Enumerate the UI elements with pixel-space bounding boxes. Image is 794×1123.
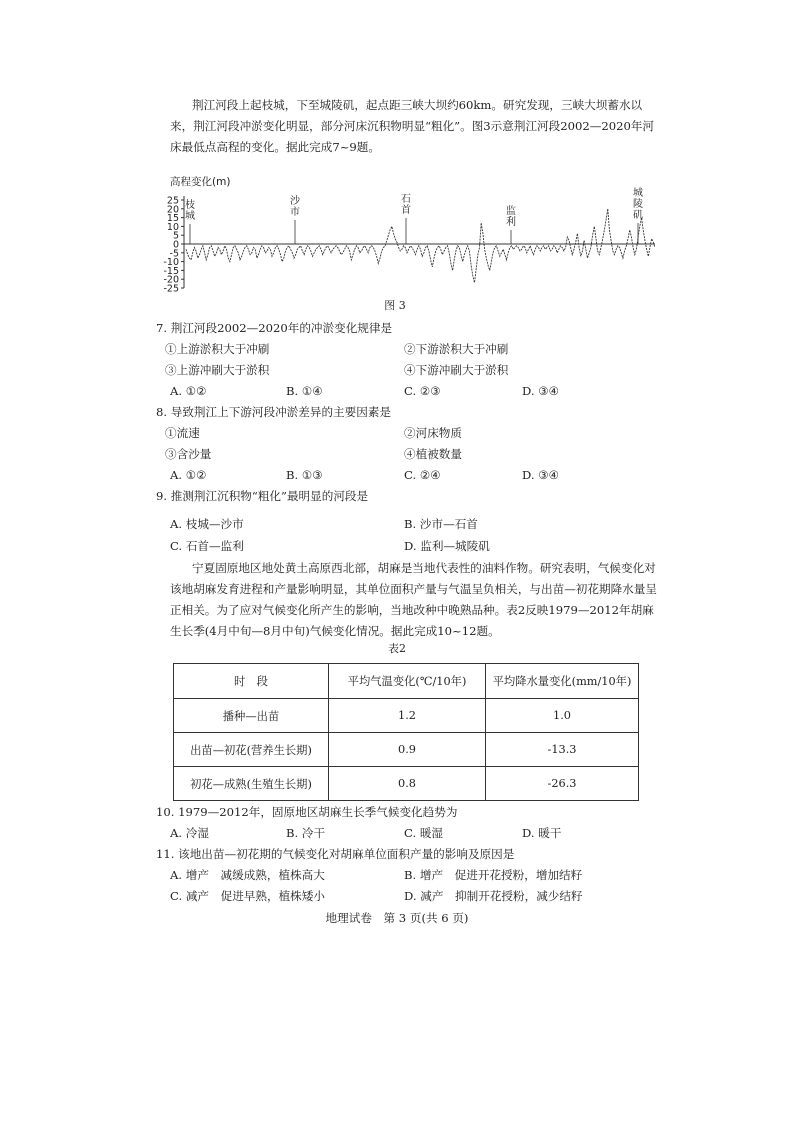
y-tick-label: 5 <box>172 230 179 242</box>
y-tick-label: -25 <box>163 283 179 295</box>
q8-option-1: ①流速 <box>165 426 200 440</box>
table-header: 时 段 <box>174 664 329 699</box>
q10-stem: 10. 1979—2012年，固原地区胡麻生长季气候变化趋势为 <box>156 805 458 819</box>
table-cell: 1.2 <box>329 699 486 733</box>
q8-choice-b[interactable]: B. ①③ <box>286 468 323 482</box>
q7-option-4: ④下游冲刷大于淤积 <box>404 363 509 377</box>
y-axis-label: 高程变化(m) <box>170 176 231 188</box>
y-tick-label: 15 <box>166 213 179 225</box>
q9-choice-a[interactable]: A. 枝城—沙市 <box>170 517 244 531</box>
table-header: 平均气温变化(℃/10年) <box>329 664 486 699</box>
table-cell: 播种—出苗 <box>174 699 329 733</box>
y-tick-label: 0 <box>172 239 179 251</box>
table-cell: 0.9 <box>329 733 486 767</box>
q7-choice-c[interactable]: C. ②③ <box>404 384 441 398</box>
y-tick-label: -20 <box>163 274 179 286</box>
passage-jingjiang: 荆江河段上起枝城，下至城陵矶，起点距三峡大坝约60km。研究发现，三峡大坝蓄水以来，荆江河段冲淤变化明显，部分河床沉积物明显“粗化”。图3示意荆江河段2002—2020年河床最低点高程的变化。据此完成7~9题。 <box>170 98 655 154</box>
q8-option-4: ④植被数量 <box>404 447 462 461</box>
station-label-5: 陵 <box>633 199 643 210</box>
table-cell: -26.3 <box>486 767 639 801</box>
q8-stem: 8. 导致荆江上下游河段冲淤差异的主要因素是 <box>156 405 392 419</box>
table-cell: 0.8 <box>329 767 486 801</box>
q8-option-3: ③含沙量 <box>165 447 212 461</box>
q7-option-2: ②下游淤积大于冲刷 <box>404 342 509 356</box>
table-cell: 初花—成熟(生殖生长期) <box>174 767 329 801</box>
q8-choice-a[interactable]: A. ①② <box>170 468 207 482</box>
table-row <box>174 733 639 767</box>
q10-choice-c[interactable]: C. 暖湿 <box>404 826 444 840</box>
station-label-4: 监 <box>506 206 516 217</box>
q7-choice-d[interactable]: D. ③④ <box>522 384 560 398</box>
q8-choice-d[interactable]: D. ③④ <box>522 468 560 482</box>
station-label-2: 市 <box>290 207 300 218</box>
table-row <box>174 699 639 733</box>
q7-choice-b[interactable]: B. ①④ <box>286 384 323 398</box>
q10-choice-d[interactable]: D. 暖干 <box>522 826 562 840</box>
station-label-4: 利 <box>506 217 516 228</box>
station-label-3: 石 <box>401 194 411 205</box>
table-header: 平均降水量变化(mm/10年) <box>486 664 639 699</box>
y-tick-label: -15 <box>163 265 179 277</box>
q9-choice-b[interactable]: B. 沙市—石首 <box>404 517 478 531</box>
station-label-1: 城 <box>185 211 195 222</box>
elevation-change-chart <box>150 172 670 300</box>
elevation-change-series <box>186 209 655 283</box>
y-tick-label: -10 <box>163 257 179 269</box>
station-label-5: 矶 <box>633 210 643 221</box>
q9-choice-c[interactable]: C. 石首—监利 <box>170 539 244 553</box>
q8-option-2: ②河床物质 <box>404 426 462 440</box>
table-caption: 表2 <box>388 642 406 655</box>
y-tick-label: -5 <box>169 248 179 260</box>
q10-choice-b[interactable]: B. 冷干 <box>286 826 326 840</box>
q7-option-1: ①上游淤积大于冲刷 <box>165 342 270 356</box>
q11-choice-b[interactable]: B. 增产 促进开花授粉，增加结籽 <box>404 868 583 882</box>
q9-stem: 9. 推测荆江沉积物“粗化”最明显的河段是 <box>156 489 369 503</box>
passage-guyuan: 宁夏固原地区地处黄土高原西北部，胡麻是当地代表性的油料作物。研究表明，气候变化对该地胡麻发育进程和产量影响明显，其单位面积产量与气温呈负相关，与出苗—初花期降水量呈正相关。为了应对气候变化所产生的影响，当地改种中晚熟品种。表2反映1979—2012年胡麻生长季(4月中旬—8月中旬)气候变化情况。据此完成10~12题。 <box>170 561 657 638</box>
q8-choice-c[interactable]: C. ②④ <box>404 468 441 482</box>
chart-svg <box>150 172 670 300</box>
q7-option-3: ③上游冲刷大于淤积 <box>165 363 270 377</box>
q9-choice-d[interactable]: D. 监利—城陵矶 <box>404 539 490 553</box>
y-tick-label: 25 <box>166 195 179 207</box>
table-row <box>174 767 639 801</box>
figure-caption: 图 3 <box>384 299 406 312</box>
q11-stem: 11. 该地出苗—初花期的气候变化对胡麻单位面积产量的影响及原因是 <box>156 847 515 861</box>
station-label-3: 首 <box>401 205 411 216</box>
y-tick-label: 10 <box>166 221 179 233</box>
q11-choice-c[interactable]: C. 减产 促进早熟，植株矮小 <box>170 889 325 903</box>
y-tick-label: 20 <box>166 204 179 216</box>
q10-choice-a[interactable]: A. 冷湿 <box>170 826 209 840</box>
table-cell: 出苗—初花(营养生长期) <box>174 733 329 767</box>
table-cell: 1.0 <box>486 699 639 733</box>
station-label-5: 城 <box>633 188 643 199</box>
q11-choice-a[interactable]: A. 增产 减缓成熟，植株高大 <box>170 868 325 882</box>
climate-change-table <box>173 663 639 801</box>
station-label-1: 枝 <box>185 200 195 211</box>
page-footer: 地理试卷 第 3 页(共 6 页) <box>325 911 469 925</box>
station-label-2: 沙 <box>290 196 300 207</box>
q7-choice-a[interactable]: A. ①② <box>170 384 207 398</box>
table-cell: -13.3 <box>486 733 639 767</box>
q11-choice-d[interactable]: D. 减产 抑制开花授粉，减少结籽 <box>404 889 583 903</box>
q7-stem: 7. 荆江河段2002—2020年的冲淤变化规律是 <box>156 321 393 335</box>
table-header-row <box>174 664 639 699</box>
